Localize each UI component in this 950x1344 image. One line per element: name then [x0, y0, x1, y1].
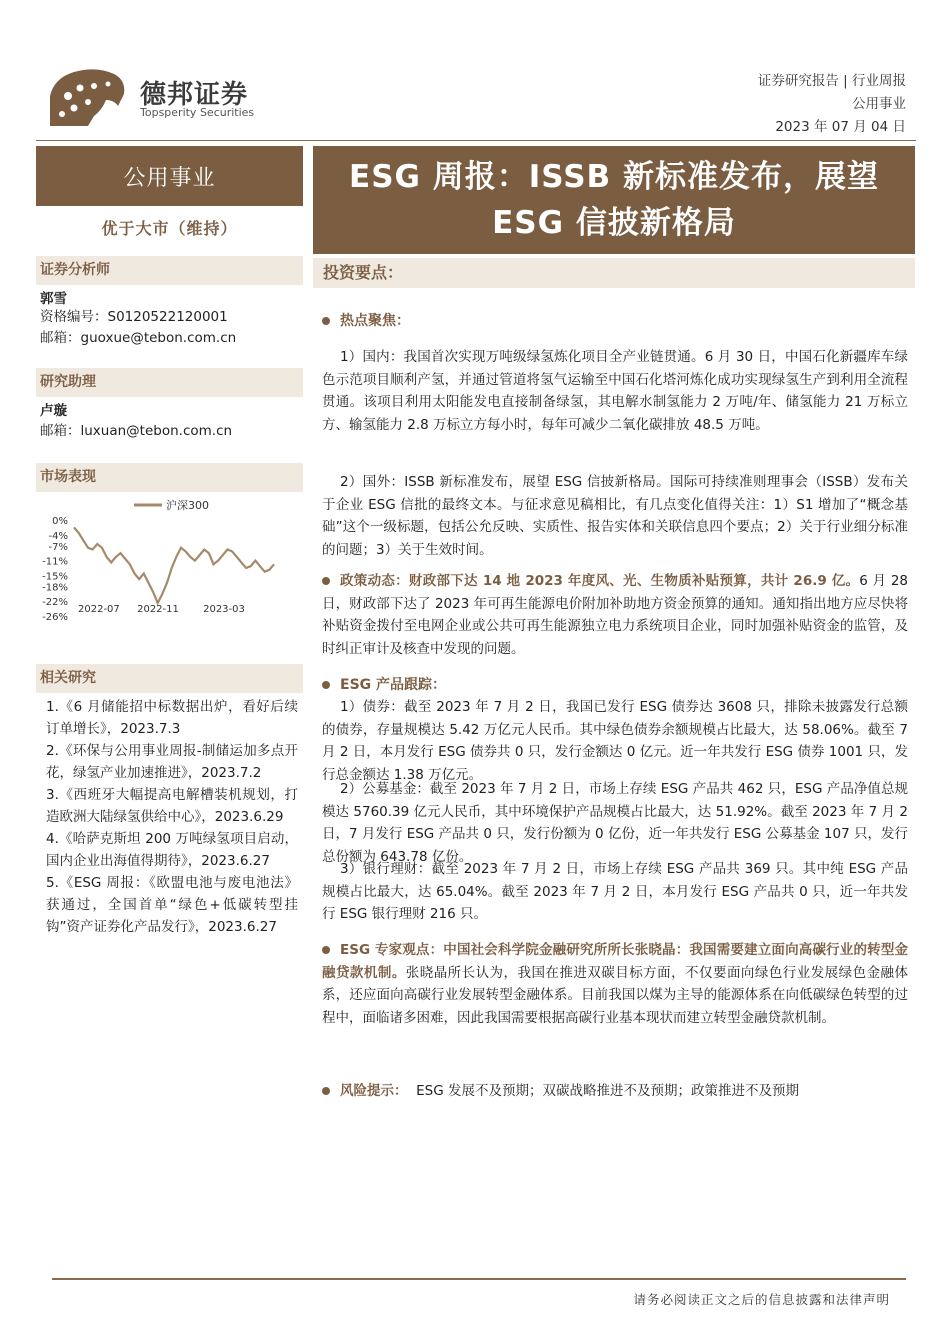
footer-disclaimer: 请务必阅读正文之后的信息披露和法律声明 — [633, 1292, 890, 1307]
x-tick-label: 2022-11 — [137, 604, 179, 615]
y-tick-label: -22% — [42, 597, 68, 609]
hot-topics-heading: 热点聚焦： — [340, 313, 410, 329]
report-type: 证券研究报告 | 行业周报 — [757, 73, 906, 89]
sector-banner: 公用事业 — [36, 146, 303, 206]
fund-paragraph — [322, 778, 908, 868]
company-logo — [44, 66, 255, 132]
policy-text: 6 月 28 日，财政部下达了 2023 年可再生能源电价附加补助地方资金预算的通知。通知指出地方应尽快将补贴资金拨付至电网企业或公共可再生能源独立电力系统项目企业，同时加强补贴资金的监管，及时纠正审计及核查中发现的问题。 — [322, 573, 908, 657]
report-title-banner — [313, 146, 915, 254]
report-date: 2023 年 07 月 04 日 — [775, 119, 906, 135]
rating-label: 优于大市（维持） — [101, 219, 238, 238]
fund-text: 2）公募基金：截至 2023 年 7 月 2 日，市场上存续 ESG 产品共 462 只，ESG 产品净值总规模达 5760.39 亿元人民币，其中环境保护产品规模占比最大，达 51.92%。截至 2023 年 7 月 2 日，7 月发行 ESG 产品共 0 只，发行份额为 0 亿份，近一年共发行 ESG 公募基金 107 只，发行总份额为 643.78 亿份。 — [322, 781, 908, 865]
industry-label: 公用事业 — [852, 96, 906, 112]
footer-divider — [52, 1278, 906, 1280]
wealth-text: 3）银行理财：截至 2023 年 7 月 2 日，市场上存续 ESG 产品共 369 只。其中纯 ESG 产品规模占比最大，达 65.04%。截至 2023 年 7 月 2 日，本月发行 ESG 产品共 0 只，近一年共发行 ESG 银行理财 216 只。 — [322, 861, 908, 922]
bullet-icon — [322, 681, 330, 689]
x-tick-label: 2022-07 — [78, 604, 120, 615]
y-tick-label: -15% — [42, 571, 68, 583]
analyst-name: 郭雪 — [40, 291, 67, 307]
related-item[interactable]: 2.《环保与公用事业周报-制储运加多点开花，绿氢产业加速推进》，2023.7.2 — [46, 743, 298, 781]
policy-heading: 政策动态：财政部下达 14 地 2023 年度风、光、生物质补贴预算，共计 26.9 亿。 — [340, 573, 860, 589]
bullet-icon — [322, 317, 330, 325]
assistant-email[interactable]: 邮箱：luxuan@tebon.com.cn — [40, 423, 233, 439]
risk-heading: 风险提示： — [340, 1083, 408, 1099]
related-item[interactable]: 5.《ESG 周报：《欧盟电池与废电池法》获通过，全国首单“绿色+低碳转型挂钩”资产证券化产品发行》，2023.6.27 — [46, 875, 298, 935]
products-heading: ESG 产品跟踪： — [340, 677, 447, 693]
report-title-line-1: ESG 周报：ISSB 新标准发布，展望 — [349, 159, 879, 195]
series-line — [74, 527, 274, 603]
intl-text: 2）国外：ISSB 新标准发布，展望 ESG 信披新格局。国际可持续准则理事会（ISSB）发布关于企业 ESG 信批的最终文本。与征求意见稿相比，有几点变化值得关注：1）S1 增加了“概念基础”这个一级标题，包括公允反映、实质性、报告实体和关联信息四个要点；2）关于行业细分标准的问题；3）关于生效时间。 — [322, 474, 908, 558]
y-tick-label: -7% — [48, 541, 68, 553]
assistant-name: 卢璇 — [40, 403, 67, 419]
assistant-heading: 研究助理 — [36, 368, 303, 397]
intl-paragraph — [322, 471, 908, 561]
header-meta — [758, 70, 906, 139]
market-performance-chart — [38, 492, 300, 627]
domestic-paragraph — [322, 346, 908, 436]
expert-heading: ESG 专家观点：中国社会科学院金融研究所所长张晓晶：我国需要建立面向高碳行业的转型金融贷款机制。 — [322, 942, 908, 981]
y-tick-label: 0% — [52, 516, 68, 527]
related-item[interactable]: 4.《哈萨克斯坦 200 万吨绿氢项目启动，国内企业出海值得期待》，2023.6.27 — [46, 831, 298, 869]
bond-paragraph — [322, 696, 908, 786]
y-tick-label: -4% — [48, 530, 68, 542]
logo-cn-text: 德邦证券 — [140, 80, 249, 110]
leopard-logo-icon — [44, 66, 130, 132]
y-tick-label: -18% — [42, 582, 68, 594]
invest-heading: 投资要点： — [313, 258, 915, 288]
y-tick-label: -11% — [42, 556, 68, 568]
risk-text: ESG 发展不及预期；双碳战略推进不及预期；政策推进不及预期 — [416, 1083, 799, 1099]
wealth-paragraph — [322, 858, 908, 926]
analyst-license: 资格编号：S0120522120001 — [40, 309, 228, 325]
related-item[interactable]: 1.《6 月储能招中标数据出炉，看好后续订单增长》，2023.7.3 — [46, 699, 298, 737]
x-tick-label: 2023-03 — [203, 604, 245, 615]
legend-label: 沪深300 — [166, 499, 209, 512]
policy-paragraph — [322, 570, 908, 660]
risk-paragraph — [322, 1080, 908, 1103]
bond-text: 1）债券：截至 2023 年 7 月 2 日，我国已发行 ESG 债券达 3608 只，排除未披露发行总额的债券，存量规模达 5.42 万亿元人民币。其中绿色债券余额规模占比最大，达 58.06%。截至 7 月 2 日，本月发行 ESG 债券共 0 只，发行金额达 0 亿元。近一年共发行 ESG 债券 1001 只，发行总金额达 1.38 万亿元。 — [322, 699, 908, 783]
domestic-text: 1）国内：我国首次实现万吨级绿氢炼化项目全产业链贯通。6 月 30 日，中国石化新疆库车绿色示范项目顺利产氢，并通过管道将氢气运输至中国石化塔河炼化成功实现绿氢生产到利用全流程贯通。该项目利用太阳能发电直接制备绿氢，其电解水制氢能力 2 万吨/年、储氢能力 21 万标立方、输氢能力 2.8 万标立方每小时，每年可减少二氧化碳排放 48.5 万吨。 — [322, 349, 908, 433]
market-heading: 市场表现 — [36, 463, 303, 492]
y-tick-label: -26% — [42, 612, 68, 623]
related-item[interactable]: 3.《西班牙大幅提高电解槽装机规划，打造欧洲大陆绿氢供给中心》，2023.6.29 — [46, 787, 298, 825]
analyst-heading: 证券分析师 — [36, 256, 303, 285]
analyst-email[interactable]: 邮箱：guoxue@tebon.com.cn — [40, 330, 237, 346]
expert-text: 张晓晶所长认为，我国在推进双碳目标方面，不仅要面向绿色行业发展绿色金融体系，还应面向高碳行业发展转型金融体系。目前我国以煤为主导的能源体系在向低碳绿色转型的过程中，面临诸多困难，因此我国需要根据高碳行业基本现状而建立转型金融贷款机制。 — [322, 964, 908, 1026]
expert-paragraph — [322, 939, 908, 1029]
related-research-list — [46, 696, 298, 938]
header-divider — [36, 140, 916, 141]
report-title-line-2: ESG 信披新格局 — [492, 205, 736, 241]
logo-en-text: Topsperity Securities — [140, 106, 255, 119]
related-heading: 相关研究 — [36, 664, 303, 693]
